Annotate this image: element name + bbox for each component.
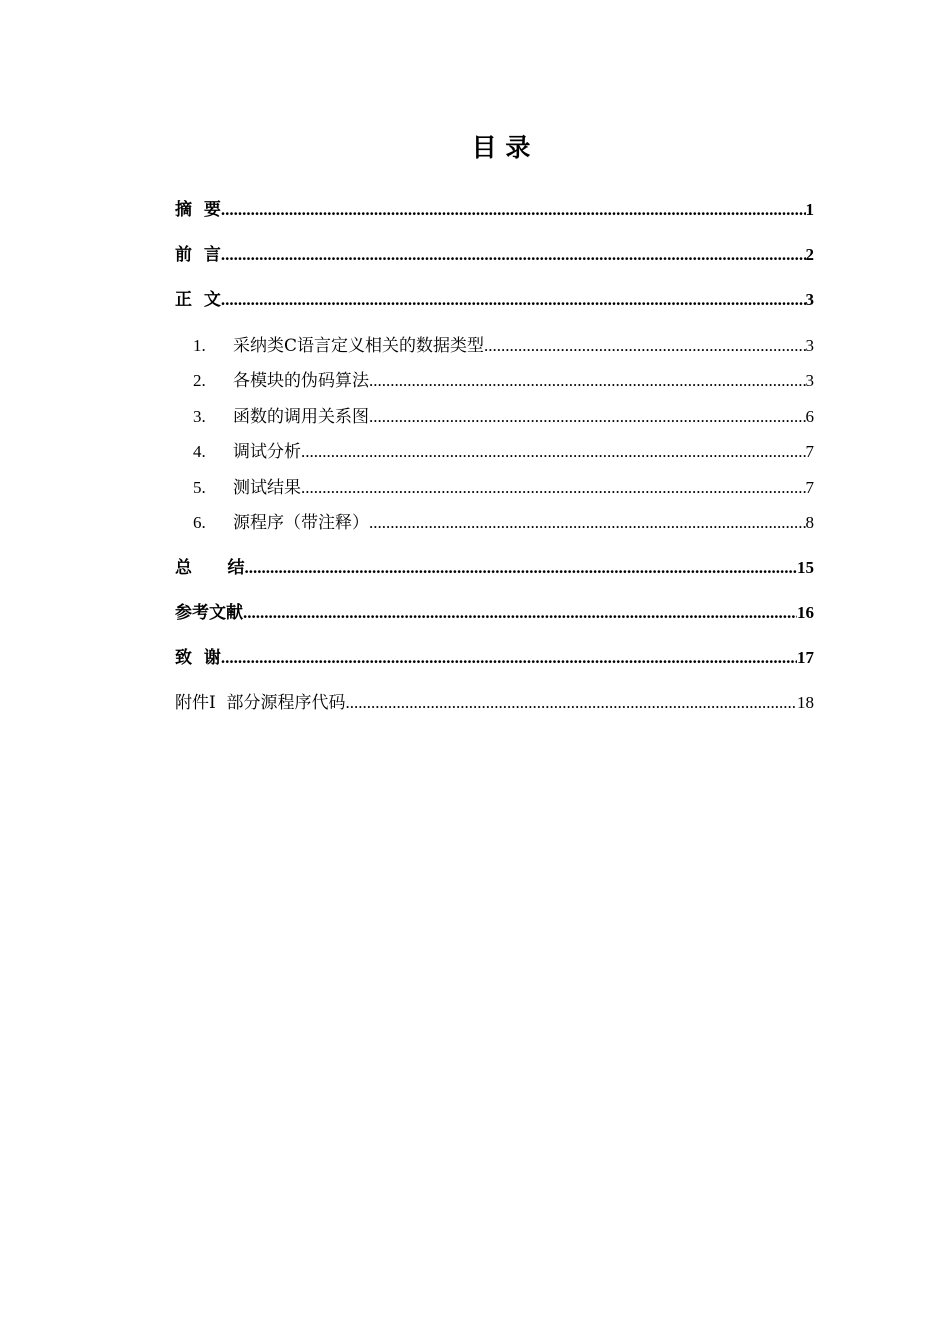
toc-entry-label: 参考文献 <box>175 603 243 623</box>
toc-entry-summary[interactable] <box>175 556 814 580</box>
toc-entry-label: 源程序（带注释） <box>233 513 369 533</box>
toc-leader-dots <box>369 369 806 393</box>
toc-page-number: 17 <box>797 648 814 667</box>
toc-leader-dots <box>221 198 806 222</box>
toc-entry-label: 正 文 <box>175 290 221 310</box>
toc-entry-preface[interactable] <box>175 243 814 267</box>
toc-entry-label: 测试结果 <box>233 478 301 498</box>
toc-leader-dots <box>243 601 797 625</box>
toc-entry-appendix[interactable] <box>175 691 814 715</box>
toc-leader-dots <box>301 440 806 464</box>
toc-subentry-number: 1. <box>193 336 206 355</box>
toc-leader-dots <box>221 288 806 312</box>
toc-leader-dots <box>369 405 806 429</box>
toc-page-number: 16 <box>797 603 814 622</box>
toc-subentry[interactable] <box>193 405 814 429</box>
toc-entry-label: 总 结 <box>175 558 245 578</box>
toc-entry-body[interactable] <box>175 288 814 312</box>
toc-page-number: 7 <box>805 442 814 461</box>
toc-page-number: 15 <box>797 558 814 577</box>
toc-entry-label: 调试分析 <box>233 442 301 462</box>
toc-subentry-number: 5. <box>193 478 206 497</box>
toc-page-number: 8 <box>805 513 814 532</box>
toc-entry-label: 函数的调用关系图 <box>233 407 369 427</box>
toc-subentry[interactable] <box>193 440 814 464</box>
toc-leader-dots <box>369 511 806 535</box>
toc-page-number: 1 <box>805 200 814 219</box>
page-title: 目 录 <box>471 133 531 162</box>
toc-leader-dots <box>301 476 806 500</box>
toc-subentry-number: 6. <box>193 513 206 532</box>
toc-page-number: 2 <box>805 245 814 264</box>
toc-leader-dots <box>245 556 797 580</box>
toc-entry-references[interactable] <box>175 601 814 625</box>
toc-entry-label: 采纳类C语言定义相关的数据类型 <box>233 336 485 356</box>
toc-leader-dots <box>221 646 797 670</box>
toc-page-number: 3 <box>805 371 814 390</box>
toc-page-number: 18 <box>797 693 814 712</box>
toc-entry-label: 各模块的伪码算法 <box>233 371 369 391</box>
toc-entry-label: 附件Ⅰ 部分源程序代码 <box>175 693 346 713</box>
toc-subentry[interactable] <box>193 476 814 500</box>
toc-page-number: 3 <box>805 336 814 355</box>
toc-page-number: 7 <box>805 478 814 497</box>
toc-subentry[interactable] <box>193 334 814 358</box>
toc-subentry[interactable] <box>193 369 814 393</box>
toc-entry-acknowledgements[interactable] <box>175 646 814 670</box>
toc-entry-abstract[interactable] <box>175 198 814 222</box>
toc-entry-label: 前 言 <box>175 245 221 265</box>
toc-leader-dots <box>221 243 806 267</box>
toc-entry-label: 摘 要 <box>175 200 221 220</box>
toc-subentry-number: 4. <box>193 442 206 461</box>
toc-leader-dots <box>346 691 797 715</box>
toc-leader-dots <box>484 334 805 358</box>
toc-subentry[interactable] <box>193 511 814 535</box>
toc-subentry-number: 3. <box>193 407 206 426</box>
toc-page-number: 3 <box>805 290 814 309</box>
toc-subentry-number: 2. <box>193 371 206 390</box>
toc-page-number: 6 <box>805 407 814 426</box>
toc-entry-label: 致 谢 <box>175 648 221 668</box>
